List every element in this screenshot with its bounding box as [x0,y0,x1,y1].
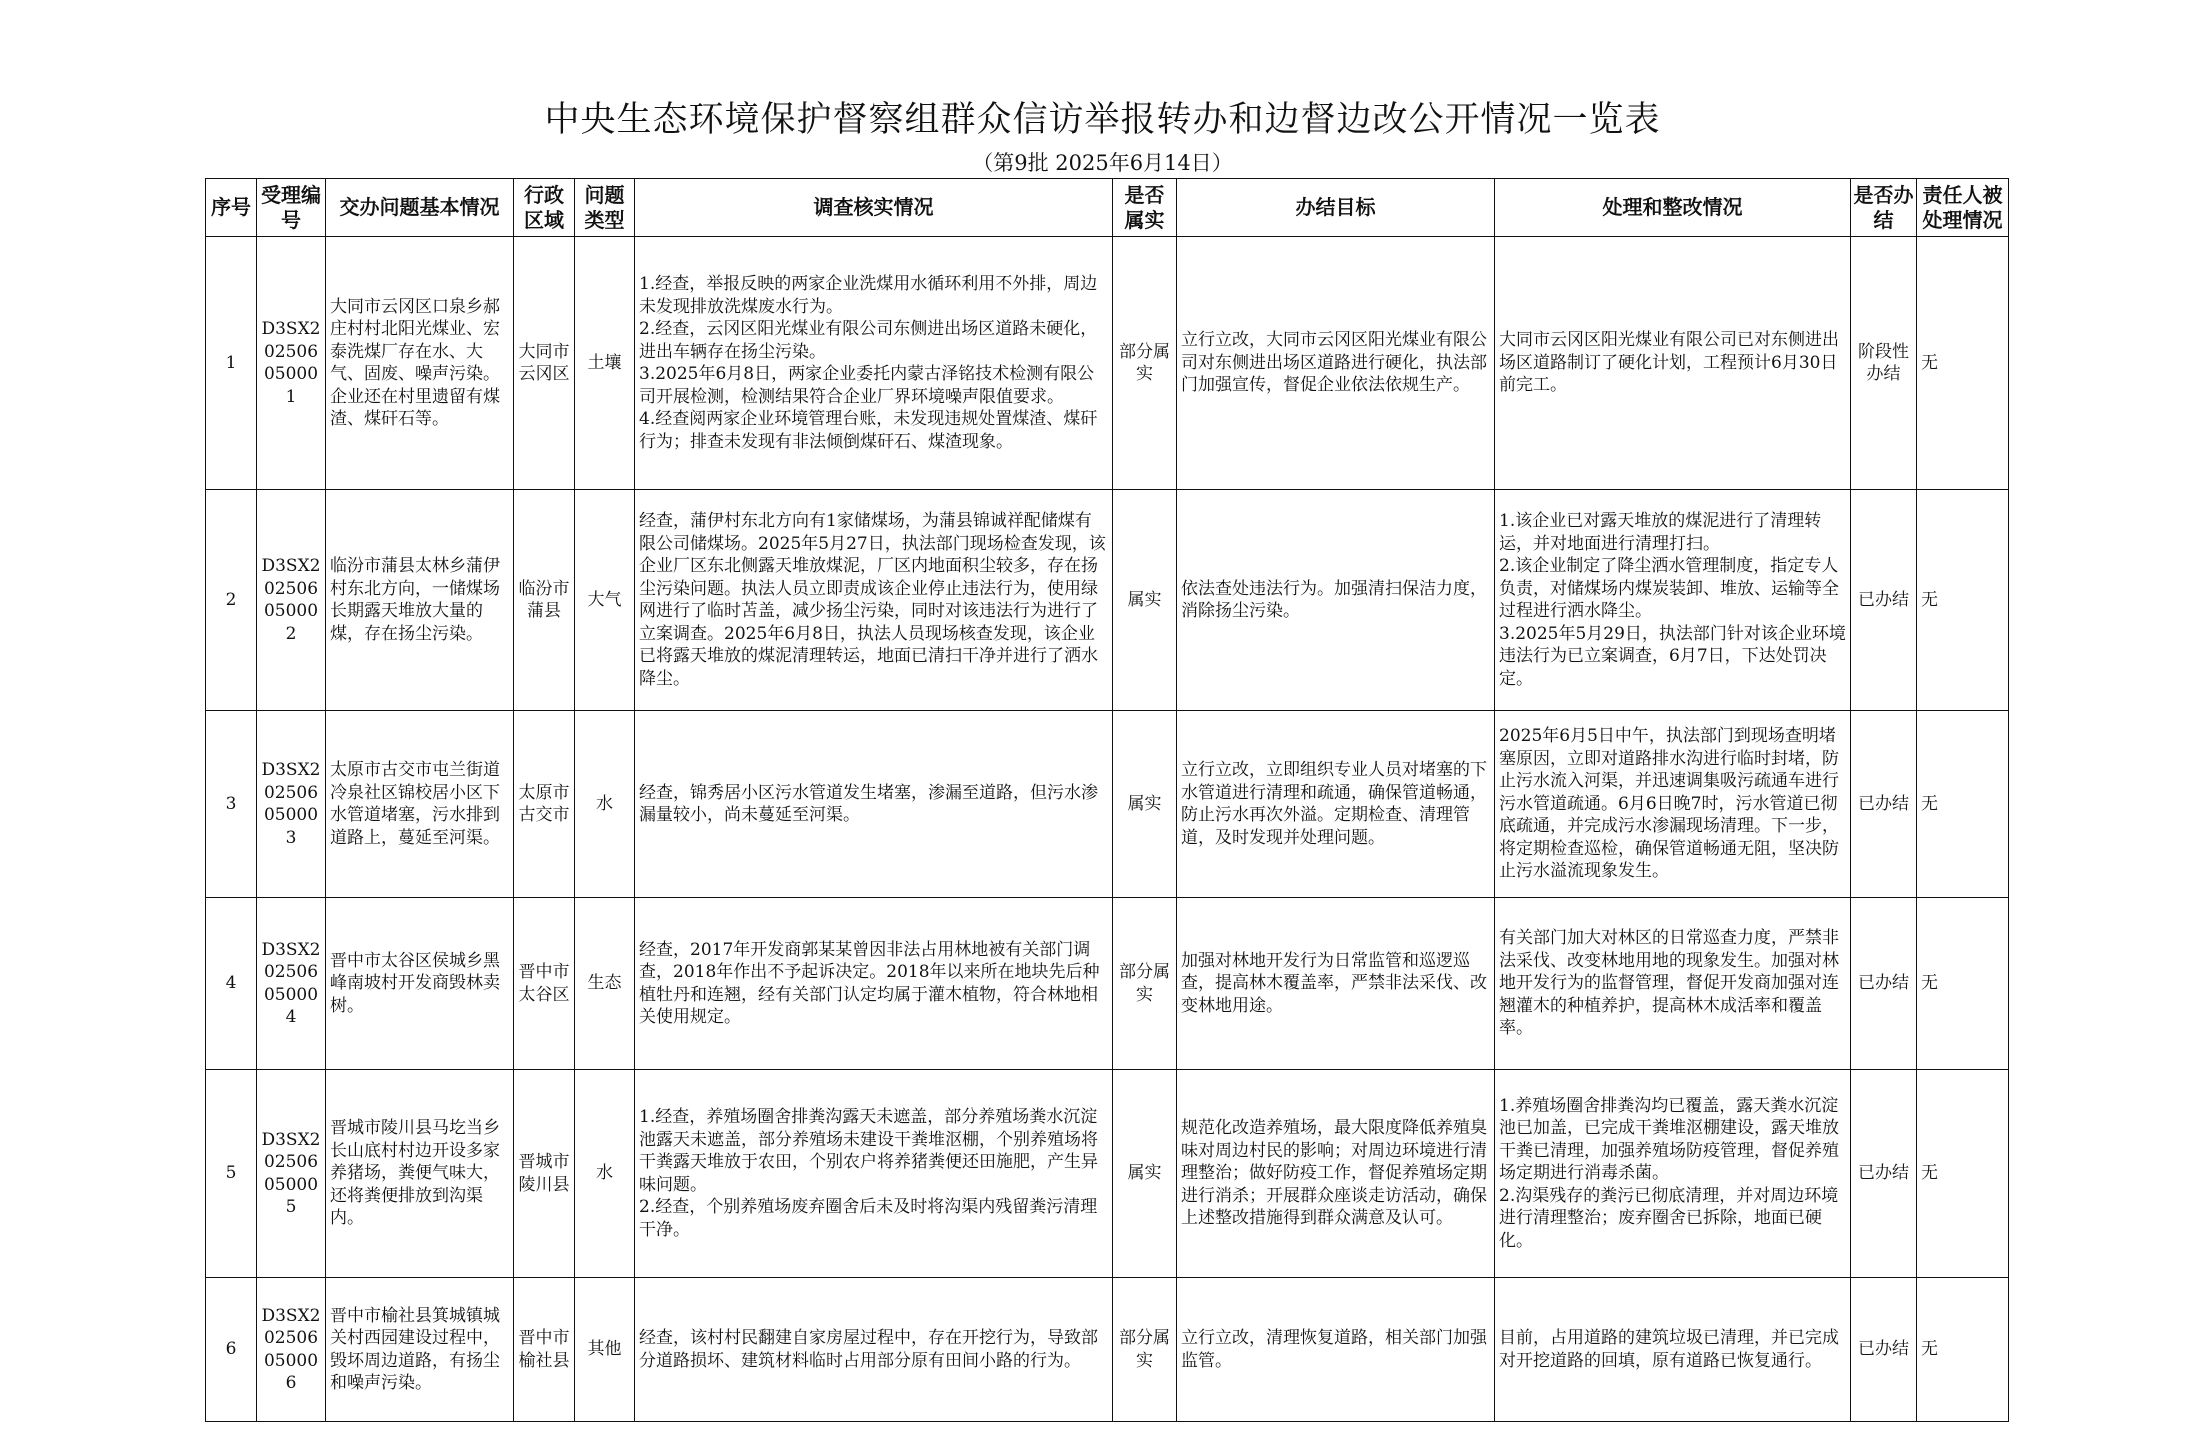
table-row [206,490,2009,711]
cell-type: 水 [575,1070,635,1278]
cell-issue: 晋城市陵川县马圪当乡长山底村村边开设多家养猪场，粪便气味大，还将粪便排放到沟渠内。 [326,1070,514,1278]
page-title: 中央生态环境保护督察组群众信访举报转办和边督边改公开情况一览表 [544,100,1661,140]
col-header-goal: 办结目标 [1177,179,1495,237]
cell-investigation: 经查，锦秀居小区污水管道发生堵塞，渗漏至道路，但污水渗漏量较小，尚未蔓延至河渠。 [635,711,1113,898]
cell-code: D3SX202506050003 [257,711,326,898]
cell-code: D3SX202506050006 [257,1278,326,1422]
cell-verified: 部分属实 [1113,1278,1177,1422]
cell-type: 水 [575,711,635,898]
cell-region: 晋城市陵川县 [514,1070,575,1278]
cell-issue: 晋中市榆社县箕城镇城关村西园建设过程中，毁坏周边道路，有扬尘和噪声污染。 [326,1278,514,1422]
cell-accountability: 无 [1917,898,2009,1070]
cell-region: 大同市云冈区 [514,237,575,490]
cell-closed: 已办结 [1851,490,1917,711]
col-header-issue: 交办问题基本情况 [326,179,514,237]
cell-investigation: 经查，2017年开发商郭某某曾因非法占用林地被有关部门调查，2018年作出不予起诉决定。2018年以来所在地块先后种植牡丹和连翘，经有关部门认定均属于灌木植物，符合林地相关使用规定。 [635,898,1113,1070]
cell-seq: 4 [206,898,257,1070]
cell-seq: 5 [206,1070,257,1278]
cell-handling: 有关部门加大对林区的日常巡查力度，严禁非法采伐、改变林地用地的现象发生。加强对林地开发行为的监督管理，督促开发商加强对连翘灌木的种植养护，提高林木成活率和覆盖率。 [1495,898,1851,1070]
col-header-closed: 是否办结 [1851,179,1917,237]
col-header-code: 受理编号 [257,179,326,237]
cell-handling: 目前，占用道路的建筑垃圾已清理，并已完成对开挖道路的回填，原有道路已恢复通行。 [1495,1278,1851,1422]
cell-closed: 已办结 [1851,898,1917,1070]
col-header-investigation: 调查核实情况 [635,179,1113,237]
cell-investigation: 1.经查，养殖场圈舍排粪沟露天未遮盖，部分养殖场粪水沉淀池露天未遮盖，部分养殖场未建设干粪堆沤棚，个别养殖场将干粪露天堆放于农田，个别农户将养猪粪便还田施肥，产生异味问题。 2.经查，个别养殖场废弃圈舍后未及时将沟渠内残留粪污清理干净。 [635,1070,1113,1278]
cell-accountability: 无 [1917,490,2009,711]
cell-goal: 规范化改造养殖场，最大限度降低养殖臭味对周边村民的影响；对周边环境进行清理整治；做好防疫工作，督促养殖场定期进行消杀；开展群众座谈走访活动，确保上述整改措施得到群众满意及认可。 [1177,1070,1495,1278]
cell-code: D3SX202506050005 [257,1070,326,1278]
col-header-seq: 序号 [206,179,257,237]
cell-verified: 部分属实 [1113,898,1177,1070]
cell-accountability: 无 [1917,237,2009,490]
cell-seq: 1 [206,237,257,490]
cell-code: D3SX202506050004 [257,898,326,1070]
cell-region: 晋中市太谷区 [514,898,575,1070]
cell-type: 土壤 [575,237,635,490]
cell-closed: 已办结 [1851,1278,1917,1422]
cell-type: 生态 [575,898,635,1070]
cell-type: 大气 [575,490,635,711]
cell-type: 其他 [575,1278,635,1422]
cell-accountability: 无 [1917,711,2009,898]
cell-accountability: 无 [1917,1278,2009,1422]
cell-investigation: 经查，该村村民翻建自家房屋过程中，存在开挖行为，导致部分道路损坏、建筑材料临时占用部分原有田间小路的行为。 [635,1278,1113,1422]
col-header-accountability: 责任人被处理情况 [1917,179,2009,237]
cell-closed: 已办结 [1851,711,1917,898]
cell-investigation: 经查，蒲伊村东北方向有1家储煤场，为蒲县锦诚祥配储煤有限公司储煤场。2025年5月27日，执法部门现场检查发现，该企业厂区东北侧露天堆放煤泥，厂区内地面积尘较多，存在扬尘污染问题。执法人员立即责成该企业停止违法行为，使用绿网进行了临时苫盖，减少扬尘污染，同时对该违法行为进行了立案调查。2025年6月8日，执法人员现场核查发现，该企业已将露天堆放的煤泥清理转运，地面已清扫干净并进行了洒水降尘。 [635,490,1113,711]
cell-closed: 阶段性办结 [1851,237,1917,490]
cell-goal: 依法查处违法行为。加强清扫保洁力度，消除扬尘污染。 [1177,490,1495,711]
cell-verified: 属实 [1113,490,1177,711]
cell-goal: 加强对林地开发行为日常监管和巡逻巡查，提高林木覆盖率，严禁非法采伐、改变林地用途。 [1177,898,1495,1070]
cell-region: 太原市古交市 [514,711,575,898]
col-header-handling: 处理和整改情况 [1495,179,1851,237]
cell-code: D3SX202506050002 [257,490,326,711]
table-row [206,711,2009,898]
cell-handling: 2025年6月5日中午，执法部门到现场查明堵塞原因，立即对道路排水沟进行临时封堵，防止污水流入河渠，并迅速调集吸污疏通车进行污水管道疏通。6月6日晚7时，污水管道已彻底疏通，并完成污水渗漏现场清理。下一步，将定期检查巡检，确保管道畅通无阻，坚决防止污水溢流现象发生。 [1495,711,1851,898]
cell-verified: 属实 [1113,711,1177,898]
cell-goal: 立行立改，立即组织专业人员对堵塞的下水管道进行清理和疏通，确保管道畅通，防止污水再次外溢。定期检查、清理管道，及时发现并处理问题。 [1177,711,1495,898]
cell-accountability: 无 [1917,1070,2009,1278]
col-header-type: 问题类型 [575,179,635,237]
cell-closed: 已办结 [1851,1070,1917,1278]
table-row [206,237,2009,490]
cell-seq: 2 [206,490,257,711]
cell-goal: 立行立改，清理恢复道路，相关部门加强监管。 [1177,1278,1495,1422]
cell-issue: 临汾市蒲县太林乡蒲伊村东北方向，一储煤场长期露天堆放大量的煤，存在扬尘污染。 [326,490,514,711]
cell-verified: 属实 [1113,1070,1177,1278]
cell-seq: 3 [206,711,257,898]
page-subtitle: （第9批 2025年6月14日） [972,151,1233,175]
cell-seq: 6 [206,1278,257,1422]
col-header-region: 行政区域 [514,179,575,237]
cell-handling: 1.该企业已对露天堆放的煤泥进行了清理转运，并对地面进行清理打扫。 2.该企业制定了降尘洒水管理制度，指定专人负责，对储煤场内煤炭装卸、堆放、运输等全过程进行洒水降尘。 3.2025年5月29日，执法部门针对该企业环境违法行为已立案调查，6月7日，下达处罚决定。 [1495,490,1851,711]
cell-verified: 部分属实 [1113,237,1177,490]
col-header-verified: 是否属实 [1113,179,1177,237]
table-row [206,1278,2009,1422]
cell-handling: 大同市云冈区阳光煤业有限公司已对东侧进出场区道路制订了硬化计划，工程预计6月30日前完工。 [1495,237,1851,490]
table-row [206,898,2009,1070]
report-table [205,178,2009,1422]
cell-goal: 立行立改，大同市云冈区阳光煤业有限公司对东侧进出场区道路进行硬化，执法部门加强宣传，督促企业依法依规生产。 [1177,237,1495,490]
cell-handling: 1.养殖场圈舍排粪沟均已覆盖，露天粪水沉淀池已加盖，已完成干粪堆沤棚建设，露天堆放干粪已清理，加强养殖场防疫管理，督促养殖场定期进行消毒杀菌。 2.沟渠残存的粪污已彻底清理，并对周边环境进行清理整治；废弃圈舍已拆除，地面已硬化。 [1495,1070,1851,1278]
table-row [206,1070,2009,1278]
cell-region: 临汾市蒲县 [514,490,575,711]
table-header-row [206,179,2009,237]
cell-issue: 晋中市太谷区侯城乡黑峰南坡村开发商毁林卖树。 [326,898,514,1070]
cell-issue: 太原市古交市屯兰街道冷泉社区锦校居小区下水管道堵塞，污水排到道路上，蔓延至河渠。 [326,711,514,898]
cell-investigation: 1.经查，举报反映的两家企业洗煤用水循环利用不外排，周边未发现排放洗煤废水行为。 2.经查，云冈区阳光煤业有限公司东侧进出场区道路未硬化，进出车辆存在扬尘污染。 3.2025年6月8日，两家企业委托内蒙古泽铭技术检测有限公司开展检测，检测结果符合企业厂界环境噪声限值要求。 4.经查阅两家企业环境管理台账，未发现违规处置煤渣、煤矸行为；排查未发现有非法倾倒煤矸石、煤渣现象。 [635,237,1113,490]
cell-code: D3SX202506050001 [257,237,326,490]
cell-region: 晋中市榆社县 [514,1278,575,1422]
cell-issue: 大同市云冈区口泉乡郝庄村村北阳光煤业、宏泰洗煤厂存在水、大气、固废、噪声污染。企业还在村里遗留有煤渣、煤矸石等。 [326,237,514,490]
